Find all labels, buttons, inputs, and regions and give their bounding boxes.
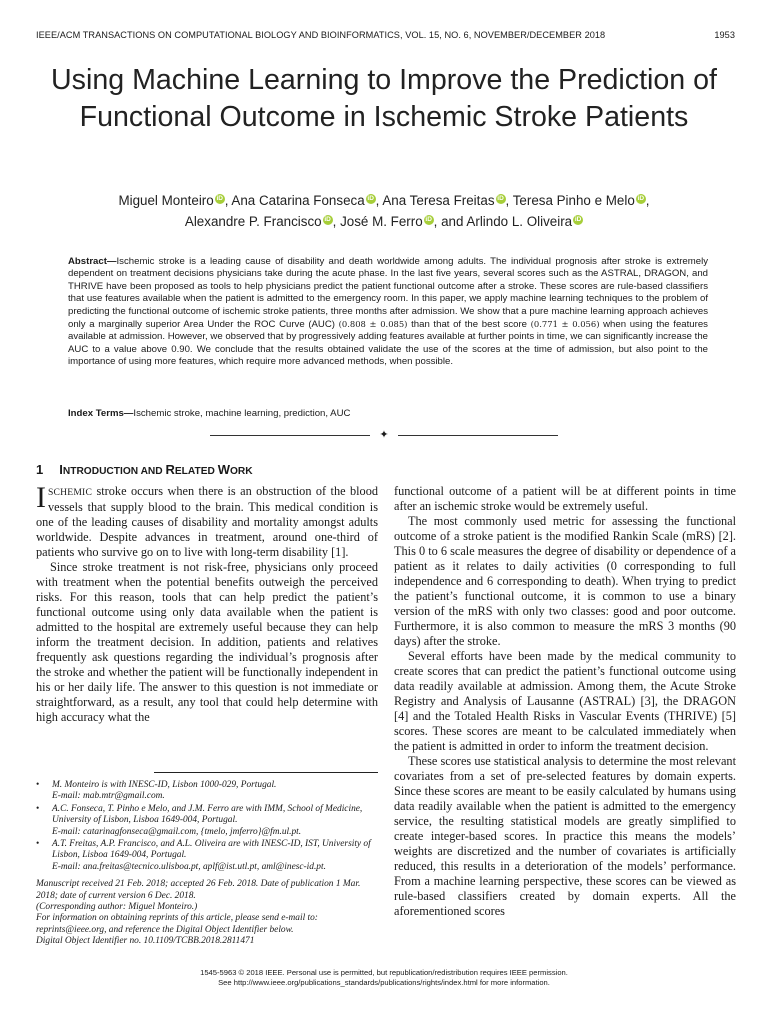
index-terms <box>68 408 708 420</box>
author-list <box>40 190 728 232</box>
divider-rule-left <box>210 435 370 436</box>
abstract-text: than that of the best score <box>407 319 531 331</box>
author[interactable] <box>513 193 646 208</box>
section-title-smallcaps: NTRODUCTION AND <box>62 466 166 477</box>
abstract <box>68 256 708 369</box>
author-separator: , <box>645 193 650 208</box>
author-name[interactable]: Miguel Monteiro <box>118 193 214 208</box>
affiliation-text: A.C. Fonseca, T. Pinho e Melo, and J.M. Ferro are with IMM, School of Medicine, University of Lisbon, Lisboa 1649-004, Portugal. <box>52 803 363 826</box>
paragraph <box>36 484 378 560</box>
journal-header: IEEE/ACM TRANSACTIONS ON COMPUTATIONAL BIOLOGY AND BIOINFORMATICS, VOL. 15, NO. 6, NOVEMBER/DECEMBER 2018 <box>36 30 606 40</box>
section-title-cap: R <box>165 462 175 477</box>
paragraph-text: stroke occurs when there is an obstruction of the blood vessels that supply blood to the brain. This medical condition is one of the leading causes of disability and mortality amongst adults worldwide. Despite advances in treatment, around one-third of patients who survive go on to live with long-term disability [1]. <box>36 484 378 559</box>
author-name[interactable]: Alexandre P. Francisco <box>184 214 322 229</box>
index-terms-label: Index Terms— <box>68 408 134 419</box>
author-separator: , <box>332 214 341 229</box>
bullet-icon: • <box>36 780 40 790</box>
auc-score-value: (0.771 ± 0.056) <box>530 319 600 330</box>
orcid-icon[interactable]: iD <box>497 195 504 202</box>
affiliation-text: A.T. Freitas, A.P. Francisco, and A.L. Oliveira are with INESC-ID, IST, University of Lisbon, Lisboa 1649-004, Portugal. <box>52 839 371 861</box>
orcid-icon[interactable]: iD <box>574 216 582 223</box>
affiliation-item <box>36 804 381 838</box>
paragraph: Several efforts have been made by the medical community to create scores that can predict the patient’s functional outcome using data readily available at admission. Among them, the Acute Stroke Registry and Analysis of Lausanne (ASTRAL) [3], the DRAGON [4] and the Totaled Health Risks in Vascular Events (THRIVE) [5] scores. These scores are meant to be calculated immediately when the patient is admitted in order to inform the treatment decision. <box>394 649 736 753</box>
auc-ml-value: (0.808 ± 0.085) <box>338 319 408 330</box>
manuscript-dates: Manuscript received 21 Feb. 2018; accepted 26 Feb. 2018. Date of publication 1 Mar. 2018; date of current version 6 Dec. 2018. <box>36 879 361 901</box>
section-heading <box>36 462 253 477</box>
copyright-line: 1545-5963 © 2018 IEEE. Personal use is permitted, but republication/redistribution requires IEEE permission. <box>200 968 568 977</box>
author-separator: , <box>505 193 513 208</box>
section-title-cap: W <box>217 462 230 477</box>
orcid-icon[interactable]: iD <box>216 195 223 202</box>
star-ornament-icon: ✦ <box>379 428 389 441</box>
author-name[interactable]: Arlindo L. Oliveira <box>466 214 573 229</box>
orcid-icon[interactable]: iD <box>425 216 432 223</box>
paper-title: Using Machine Learning to Improve the Prediction of Functional Outcome in Ischemic Stroke Patients <box>51 64 717 133</box>
affiliation-text: M. Monteiro is with INESC-ID, Lisbon 1000-029, Portugal. <box>52 780 277 790</box>
affiliation-email[interactable]: E-mail: catarinagfonseca@gmail.com, {tmelo, jmferro}@fm.ul.pt. <box>52 826 302 837</box>
paragraph: The most commonly used metric for assessing the functional outcome of a stroke patient is the modified Rankin Scale (mRS) [2]. This 0 to 6 scale measures the degree of disability or dependence of a patient as it relates to daily activities (0 corresponding to full independence and 6 corresponding to death). When trying to predict the patient’s functional outcome, it is common to use a binary version of the mRS with only two classes: good and poor outcome. Furthermore, it is also common to measure the mRS 3 months (90 days) after the stroke. <box>394 514 736 648</box>
page-number: 1953 <box>714 30 735 40</box>
publication-info <box>36 879 381 947</box>
affiliation-list <box>36 780 381 873</box>
footnote-rule <box>154 772 378 773</box>
footnotes <box>36 780 381 948</box>
author-name[interactable]: Teresa Pinho e Melo <box>512 193 635 208</box>
doi[interactable]: Digital Object Identifier no. 10.1109/TCBB.2018.2811471 <box>36 936 255 947</box>
section-title-cap: I <box>59 462 63 477</box>
abstract-label: Abstract— <box>68 256 117 267</box>
reprints-info[interactable]: For information on obtaining reprints of this article, please send e-mail to: reprints@ieee.org, and reference the Digital Object Identifier below. <box>36 913 318 935</box>
orcid-icon[interactable]: iD <box>637 195 645 202</box>
author-name[interactable]: Ana Teresa Freitas <box>382 193 495 208</box>
orcid-icon[interactable]: iD <box>324 216 331 223</box>
paragraph-smallcaps: SCHEMIC <box>48 487 93 498</box>
right-column <box>394 484 736 956</box>
copyright-footer <box>0 968 768 988</box>
drop-cap: I <box>36 484 46 514</box>
author[interactable] <box>340 214 434 229</box>
index-terms-text: Ischemic stroke, machine learning, prediction, AUC <box>133 408 351 419</box>
affiliation-email[interactable]: E-mail: ana.freitas@tecnico.ulisboa.pt, aplf@ist.utl.pt, aml@inesc-id.pt. <box>52 861 326 872</box>
corresponding-author: (Corresponding author: Miguel Monteiro.) <box>36 902 198 913</box>
author[interactable] <box>231 193 375 208</box>
author-separator: , and <box>433 214 467 229</box>
affiliation-email[interactable]: E-mail: mab.mtr@gmail.com. <box>52 791 165 802</box>
section-number: 1 <box>36 462 44 477</box>
bullet-icon: • <box>36 839 40 850</box>
paragraph: Since stroke treatment is not risk-free, physicians only proceed with treatment when the potential benefits outweigh the perceived risks. For this reason, tools that can help predict the patient’s functional outcome using only data available when the patient is admitted to the hospital are extremely useful because they can help inform the treatment decision. In addition, patients and relatives frequently ask questions regarding the individual’s prognosis after the stroke and whether the patient will be functionally independent in his or her daily life. The answer to this question is not immediate or straightforward, as a result, any tool that could help determine with high accuracy what the <box>36 560 378 724</box>
orcid-icon[interactable]: iD <box>367 195 374 202</box>
author-separator: , <box>224 193 232 208</box>
bullet-icon: • <box>36 803 40 814</box>
author-name[interactable]: Ana Catarina Fonseca <box>231 193 365 208</box>
author[interactable] <box>118 193 224 208</box>
section-divider <box>210 428 558 441</box>
paragraph: These scores use statistical analysis to determine the most relevant covariates from a set of pre-selected features by domain experts. Since these scores are meant to be easily calculated by humans using data readily available when the patient is admitted to the emergency service, the resulting statistical models are greatly simplified to create integer-based scores. In practice this means the models’ weights are discretized and the number of covariates is artificially reduced, this results in a deterioration of the models’ performance. From a machine learning perspective, these scores can be viewed as rule-based classifiers created by domain experts. All the aforementioned scores <box>394 754 736 918</box>
section-title-smallcaps: ORK <box>229 466 253 477</box>
paragraph: functional outcome of a patient will be at different points in time after an ischemic stroke would be extremely useful. <box>394 484 736 513</box>
divider-rule-right <box>398 435 558 436</box>
author-separator: , <box>375 193 383 208</box>
affiliation-item <box>36 839 381 873</box>
affiliation-item <box>36 780 381 803</box>
abstract-text: Ischemic stroke is a leading cause of disability and death worldwide among adults. The individual prognosis after stroke is extremely dependent on treatment decisions physicians take during the acute phase. In the last five years, several scores such as the ASTRAL, DRAGON, and THRIVE have been proposed as tools to help physicians predict the patient functional outcome after a stroke. These scores are rule-based classifiers that use features available when the patient is admitted to the emergency room. In this paper, we apply machine learning techniques to the problem of predicting the functional outcome of ischemic stroke patients, three months after admission. We show that a pure machine learning approach achieves only a marginally superior Area Under the ROC Curve (AUC) <box>68 256 708 331</box>
author-name[interactable]: José M. Ferro <box>340 214 423 229</box>
running-header <box>36 30 735 44</box>
author[interactable] <box>185 214 333 229</box>
abstract-text: when using the features available at admission. However, we observed that by progressively adding features available at further points in time, we can significantly increase the AUC to a value above 0.90. We conclude that the results obtained validate the use of the scores at the time of admission, but also point to the importance of using more features, which require more advanced methods, when possible. <box>68 319 708 368</box>
rights-link[interactable]: See http://www.ieee.org/publications_standards/publications/rights/index.html for more information. <box>218 978 550 987</box>
author[interactable] <box>382 193 505 208</box>
section-title <box>59 462 252 477</box>
author[interactable] <box>466 214 583 229</box>
section-title-smallcaps: ELATED <box>174 466 218 477</box>
left-column <box>36 484 378 758</box>
